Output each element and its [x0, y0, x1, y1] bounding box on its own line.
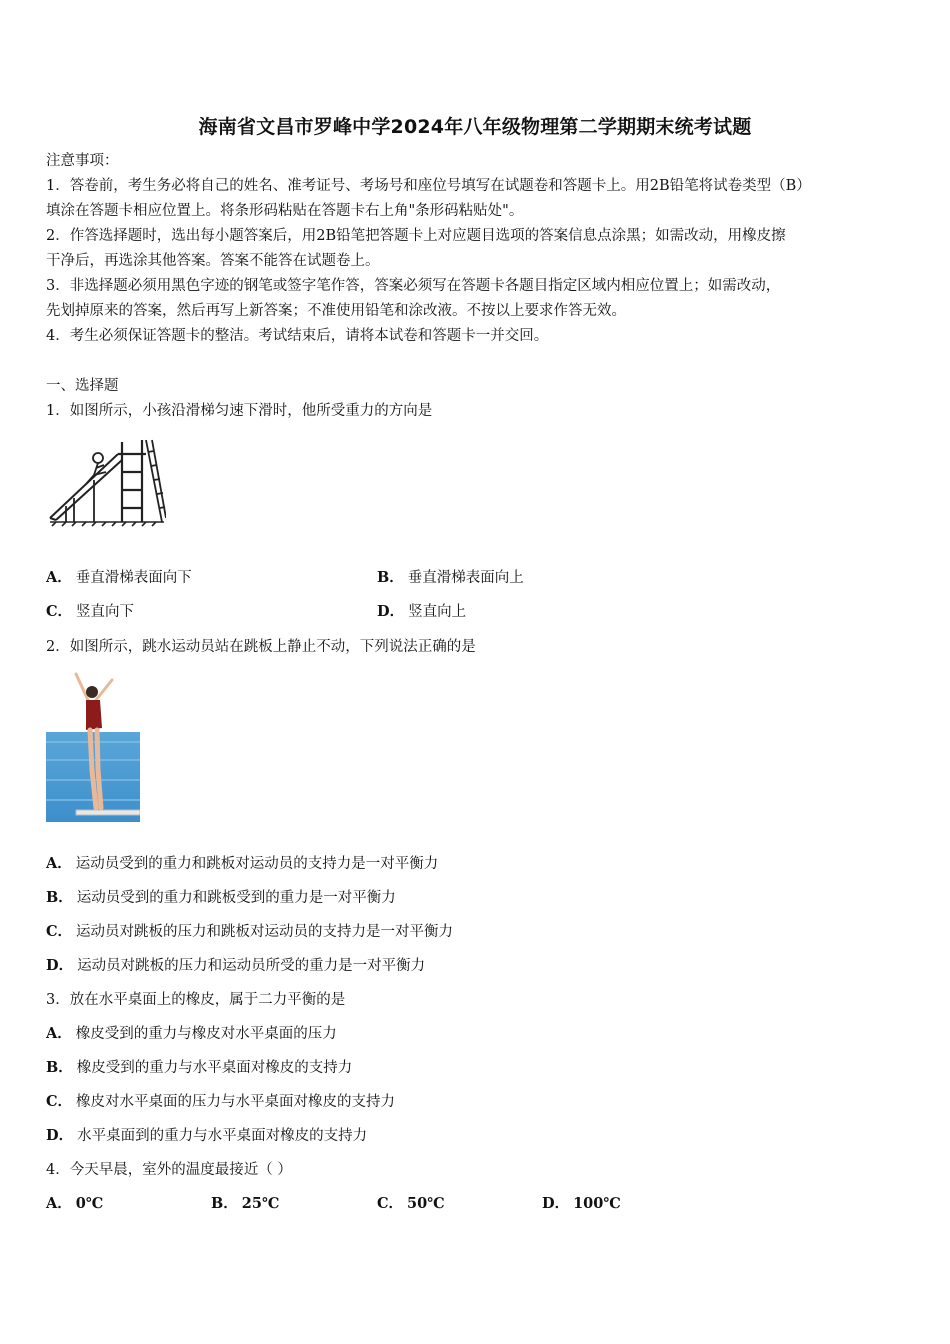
option-text: 竖直向下: [76, 604, 135, 620]
option-d[interactable]: [542, 1192, 621, 1216]
question-stem: 2．如图所示，跳水运动员站在跳板上静止不动，下列说法正确的是: [46, 639, 476, 655]
option-label: B．: [46, 1059, 73, 1076]
option-a[interactable]: [46, 1022, 916, 1046]
option-text: 0℃: [75, 1195, 104, 1212]
option-text: 100℃: [573, 1195, 621, 1212]
option-c[interactable]: [46, 1090, 916, 1114]
option-text: 橡皮受到的重力与橡皮对水平桌面的压力: [75, 1026, 337, 1042]
notice-line: 1．答卷前，考生务必将自己的姓名、准考证号、考场号和座位号填写在试题卷和答题卡上。用2B铅笔将试卷类型（B）: [46, 178, 811, 194]
slide-figure: [46, 432, 166, 527]
option-label: D．: [46, 957, 74, 974]
diver-photo: [46, 670, 140, 822]
option-text: 橡皮对水平桌面的压力与水平桌面对橡皮的支持力: [76, 1094, 396, 1110]
option-c[interactable]: [46, 920, 916, 944]
option-text: 竖直向上: [408, 604, 467, 620]
option-text: 运动员受到的重力和跳板对运动员的支持力是一对平衡力: [75, 856, 439, 872]
notice-line: 干净后，再选涂其他答案。答案不能答在试题卷上。: [46, 253, 380, 269]
notice-line: 先划掉原来的答案，然后再写上新答案；不准使用铅笔和涂改液。不按以上要求作答无效。: [46, 303, 626, 319]
option-label: C．: [377, 1195, 404, 1212]
option-label: B．: [211, 1195, 238, 1212]
option-a[interactable]: [46, 566, 192, 590]
option-label: A．: [46, 1025, 72, 1042]
option-label: D．: [46, 1127, 74, 1144]
option-text: 运动员对跳板的压力和运动员所受的重力是一对平衡力: [77, 958, 426, 974]
option-label: C．: [46, 603, 73, 620]
option-text: 运动员对跳板的压力和跳板对运动员的支持力是一对平衡力: [76, 924, 454, 940]
option-a[interactable]: [46, 852, 916, 876]
option-text: 垂直滑梯表面向上: [407, 570, 524, 586]
option-label: C．: [46, 923, 73, 940]
notice-heading: 注意事项：: [46, 153, 119, 169]
option-b[interactable]: [377, 566, 524, 590]
option-text: 垂直滑梯表面向下: [75, 570, 192, 586]
question-stem: 3．放在水平桌面上的橡皮，属于二力平衡的是: [46, 992, 346, 1008]
option-label: D．: [377, 603, 405, 620]
option-label: B．: [46, 889, 73, 906]
option-label: A．: [46, 1195, 72, 1212]
question-stem: 1．如图所示，小孩沿滑梯匀速下滑时，他所受重力的方向是: [46, 403, 433, 419]
option-text: 50℃: [407, 1195, 445, 1212]
option-label: D．: [542, 1195, 570, 1212]
option-b[interactable]: [46, 1056, 916, 1080]
notice-line: 2．作答选择题时，选出每小题答案后，用2B铅笔把答题卡上对应题目选项的答案信息点涂黑；如需改动，用橡皮擦: [46, 228, 786, 244]
option-c[interactable]: [377, 1192, 445, 1216]
option-text: 橡皮受到的重力与水平桌面对橡皮的支持力: [76, 1060, 353, 1076]
notice-line: 3．非选择题必须用黑色字迹的钢笔或签字笔作答，答案必须写在答题卡各题目指定区域内相应位置上；如需改动，: [46, 278, 781, 294]
option-c[interactable]: [46, 600, 134, 624]
option-text: 运动员受到的重力和跳板受到的重力是一对平衡力: [76, 890, 396, 906]
section-heading: 一、选择题: [46, 378, 119, 394]
option-d[interactable]: [46, 1124, 916, 1148]
option-b[interactable]: [211, 1192, 279, 1216]
option-label: B．: [377, 569, 404, 586]
option-label: C．: [46, 1093, 73, 1110]
option-d[interactable]: [377, 600, 466, 624]
notice-line: 填涂在答题卡相应位置上。将条形码粘贴在答题卡右上角"条形码粘贴处"。: [46, 203, 524, 219]
notice-line: 4．考生必须保证答题卡的整洁。考试结束后，请将本试卷和答题卡一并交回。: [46, 328, 549, 344]
option-text: 25℃: [241, 1195, 280, 1212]
option-a[interactable]: [46, 1192, 103, 1216]
option-d[interactable]: [46, 954, 916, 978]
page-title: 海南省文昌市罗峰中学2024年八年级物理第二学期期末统考试题: [198, 116, 752, 138]
question-stem: 4．今天早晨，室外的温度最接近（ ）: [46, 1162, 292, 1178]
option-text: 水平桌面到的重力与水平桌面对橡皮的支持力: [77, 1128, 368, 1144]
option-b[interactable]: [46, 886, 916, 910]
option-label: A．: [46, 855, 72, 872]
option-label: A．: [46, 569, 72, 586]
